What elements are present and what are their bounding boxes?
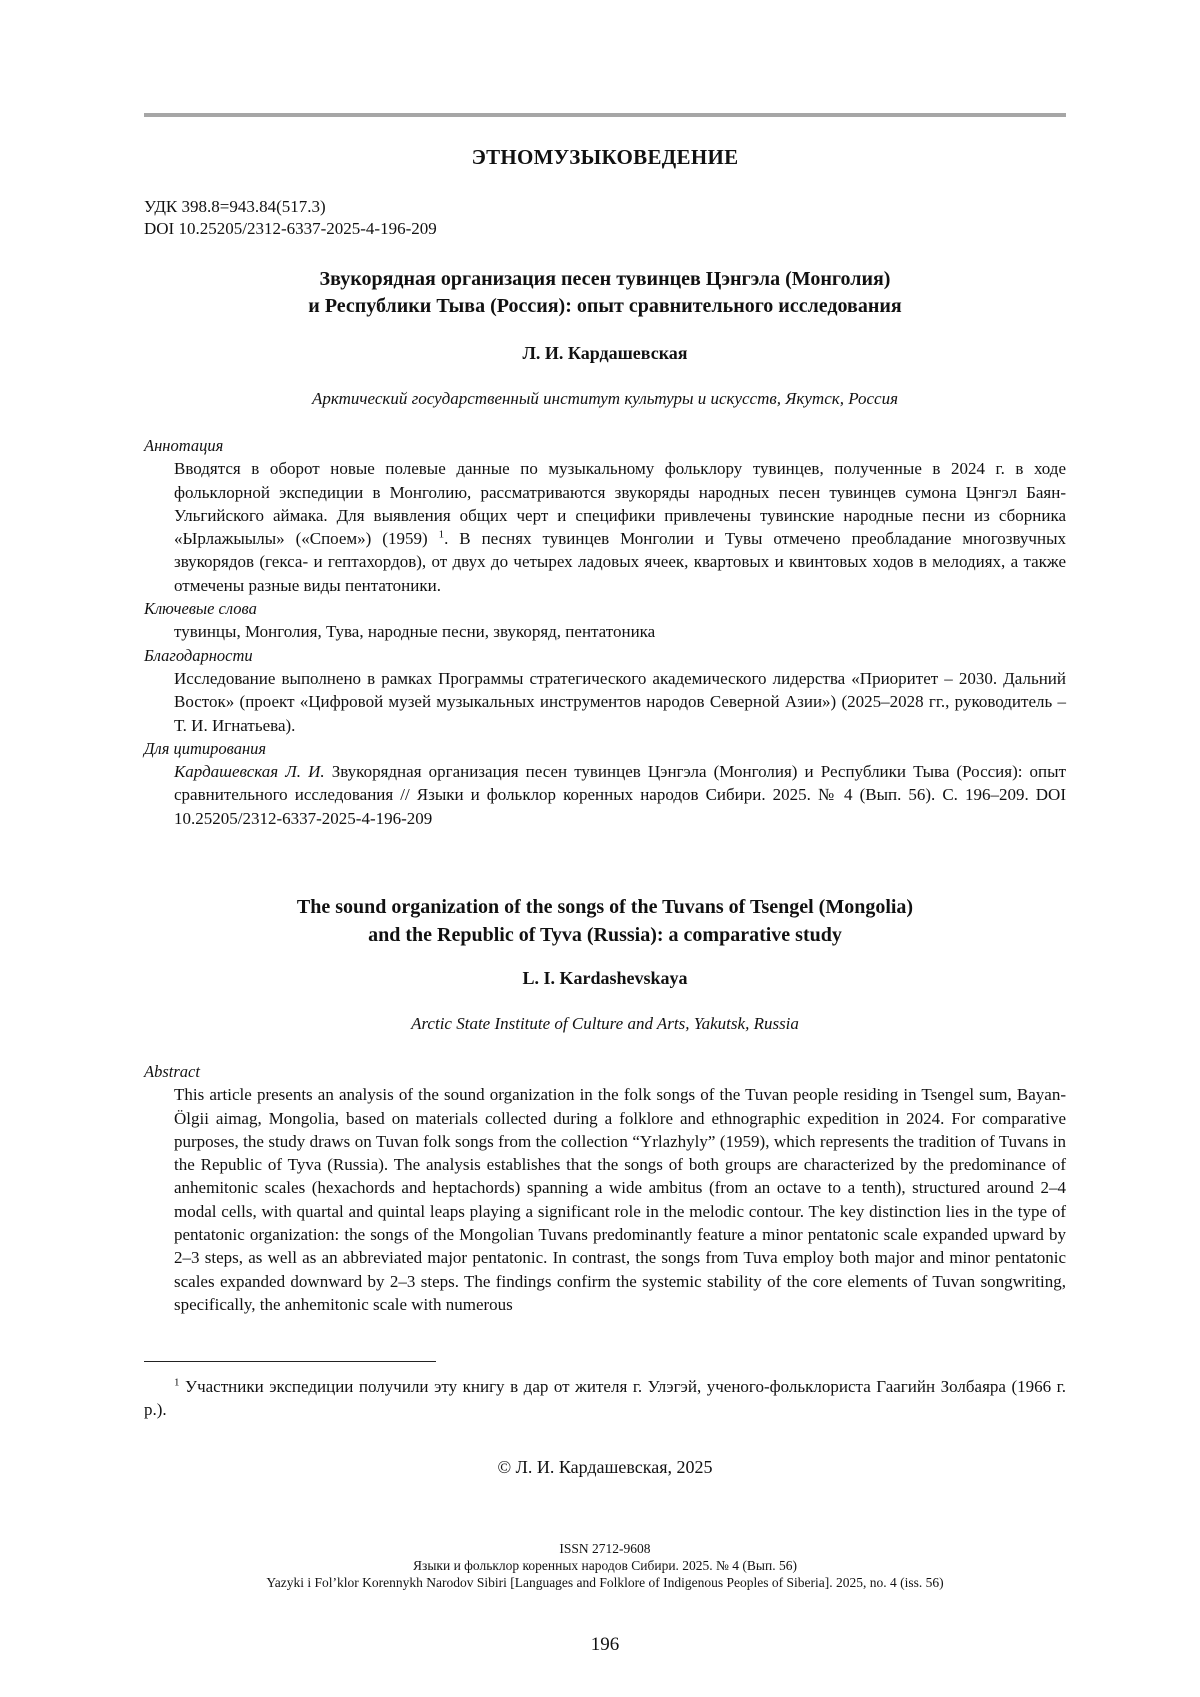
acknowledgements-ru: Исследование выполнено в рамках Программы стратегического академического лидерства «Приоритет – 2030. Дальний Восток» (проект «Цифровой музей музыкальных инструментов народов Северной Азии») (2025–2028 гг., руководитель – Т. И. Игнатьева). xyxy=(174,668,1066,735)
keywords-label-ru: Ключевые слова xyxy=(144,599,257,619)
affiliation-ru: Арктический государственный институт культуры и искусств, Якутск, Россия xyxy=(312,389,898,408)
metadata-block-ru xyxy=(144,434,1066,830)
footnote xyxy=(144,1375,1066,1421)
abstract-block-en xyxy=(144,1060,1066,1316)
author-ru: Л. И. Кардашевская xyxy=(522,343,688,363)
keywords-ru: тувинцы, Монголия, Тува, народные песни, звукоряд, пентатоника xyxy=(174,622,656,642)
section-title: ЭТНОМУЗЫКОВЕДЕНИЕ xyxy=(471,145,739,169)
affiliation-en: Arctic State Institute of Culture and Arts, Yakutsk, Russia xyxy=(411,1014,799,1033)
footnote-rule xyxy=(144,1361,436,1362)
article-title-ru xyxy=(144,266,1066,320)
acknowledgements-label-ru: Благодарности xyxy=(144,645,253,665)
footnote-ref: 1 xyxy=(438,528,445,541)
citation-label-ru: Для цитирования xyxy=(144,738,267,758)
title-ru-line-1: Звукорядная организация песен тувинцев Цэнгэла (Монголия) xyxy=(319,268,891,290)
journal-ru: Языки и фольклор коренных народов Сибири. 2025. № 4 (Вып. 56) xyxy=(413,1558,797,1573)
udk-code: УДК 398.8=943.84(517.3) xyxy=(144,197,326,216)
abstract-label-en: Abstract xyxy=(144,1062,200,1081)
abstract-label-ru: Аннотация xyxy=(144,436,224,455)
citation-text: Звукорядная организация песен тувинцев Цэнгэла (Монголия) и Республики Тыва (Россия): опыт сравнительного исследования // Языки и фольклор коренных народов Сибири. 2025. № 4 (Вып. 56). С. 196–209. DOI 10.25205/2312-6337-2025-4-196-209 xyxy=(174,762,1067,828)
author-en: L. I. Kardashevskaya xyxy=(522,968,688,988)
doi-code: DOI 10.25205/2312-6337-2025-4-196-209 xyxy=(144,219,437,238)
citation-author: Кардашевская Л. И. xyxy=(174,762,325,782)
issn: ISSN 2712-9608 xyxy=(559,1541,651,1556)
abstract-en: This article presents an analysis of the sound organization in the folk songs of the Tuvan people residing in Tsengel sum, Bayan-Ölgii aimag, Mongolia, based on materials collected during a folklore and ethnographic expedition in 2024. For comparative purposes, the study draws on Tuvan folk songs from the collection “Yrlazhyly” (1959), which represents the tradition of Tuvans in the Republic of Tyva (Russia). The analysis establishes that the songs of both groups are characterized by the predominance of anhemitonic scales (hexachords and heptachords) spanning a wide ambitus (from an octave to a tenth), structured around 2–4 modal cells, with quartal and quintal leaps playing a significant role in the melodic contour. The key distinction lies in the type of pentatonic organization: the songs of the Mongolian Tuvans predominantly feature a minor pentatonic scale expanded upward by 2–3 steps, as well as an abbreviated major pentatonic. In contrast, the songs from Tuva employ both major and minor pentatonic scales expanded downward by 2–3 steps. The findings confirm the systemic stability of the core elements of Tuvan songwriting, specifically, the anhemitonic scale with numerous xyxy=(174,1085,1066,1314)
abstract-ru-text-2: . В песнях тувинцев Монголии и Тувы отмечено преобладание многозвучных звукорядов (гекса- и гептахордов), от двух до четырех ладовых ячеек, квартовых и квинтовых ходов в мелодиях, а также отмечены разные виды пентатоники. xyxy=(174,529,1066,595)
title-en-line-2: and the Republic of Tyva (Russia): a comparative study xyxy=(368,924,842,946)
copyright: © Л. И. Кардашевская, 2025 xyxy=(497,1457,713,1477)
article-title-en xyxy=(144,893,1066,949)
title-en-line-1: The sound organization of the songs of the Tuvans of Tsengel (Mongolia) xyxy=(296,896,914,918)
journal-footer xyxy=(144,1540,1066,1591)
citation-ru xyxy=(144,760,1066,830)
abstract-ru xyxy=(144,457,1066,597)
page-number: 196 xyxy=(590,1634,620,1655)
title-ru-line-2: и Республики Тыва (Россия): опыт сравнительного исследования xyxy=(308,295,902,317)
top-rule xyxy=(144,113,1066,117)
abstract-ru-text-1: Вводятся в оборот новые полевые данные по музыкальному фольклору тувинцев, полученные в 2024 г. в ходе фольклорной экспедиции в Монголию, рассматриваются звукоряды народных песен тувинцев сумона Цэнгэл Баян-Ульгийского аймака. Для выявления общих черт и специфики привлечены тувинские народные песни из сборника «Ырлажыылы» («Споем») (1959) xyxy=(174,459,1066,549)
footnote-marker: 1 xyxy=(174,1376,180,1389)
footnote-text: Участники экспедиции получили эту книгу в дар от жителя г. Улэгэй, ученого-фольклориста Гаагийн Золбаяра (1966 г. р.). xyxy=(144,1377,1066,1419)
journal-en: Yazyki i Fol’klor Korennykh Narodov Sibiri [Languages and Folklore of Indigenous Peoples of Siberia]. 2025, no. 4 (iss. 56) xyxy=(266,1575,944,1590)
